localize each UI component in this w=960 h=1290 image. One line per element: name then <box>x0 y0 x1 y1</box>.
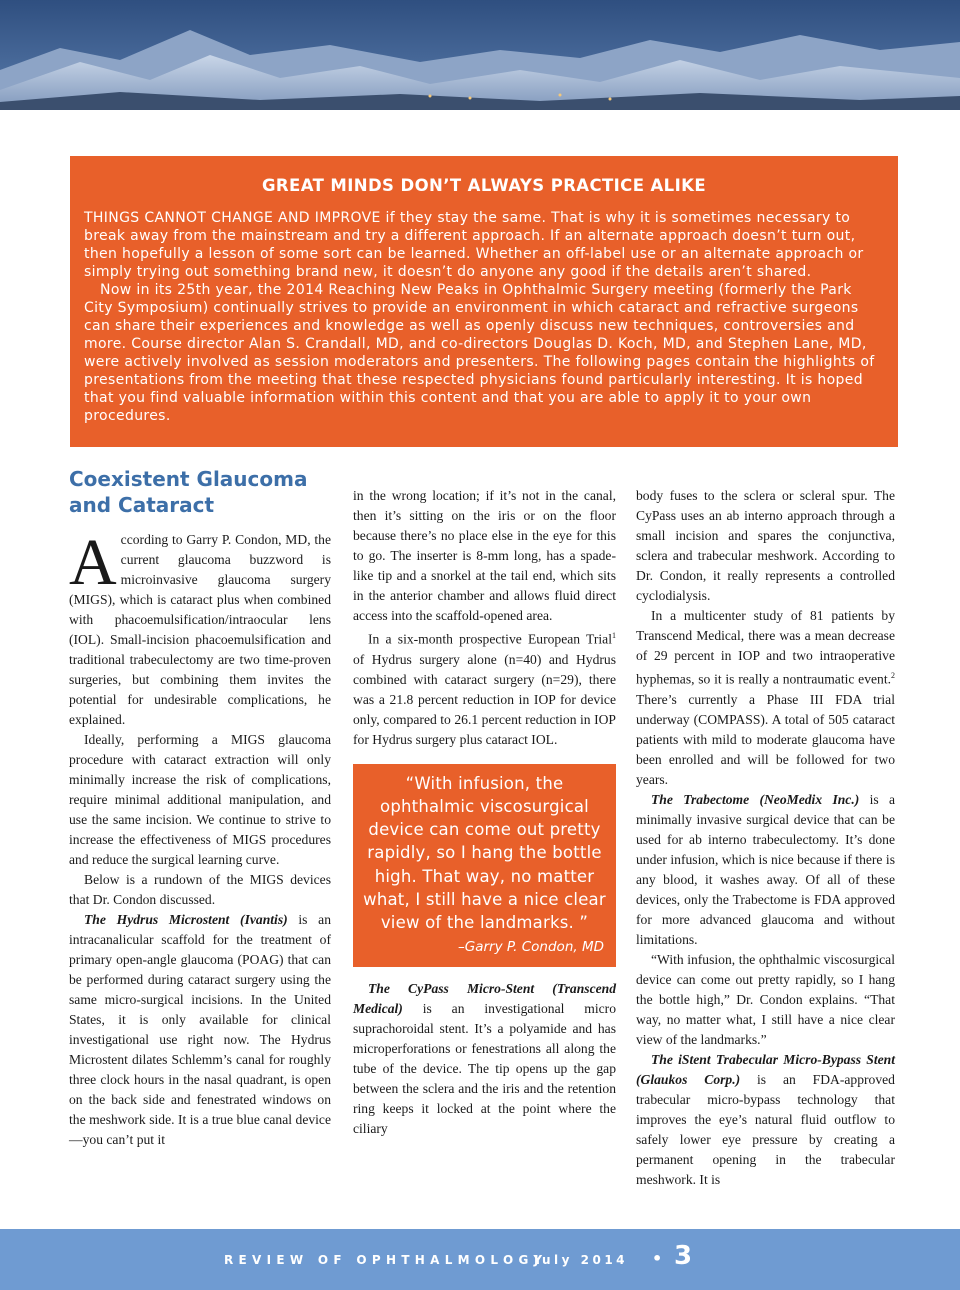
issue-date: July 2014 <box>534 1253 629 1267</box>
pull-quote-attribution: –Garry P. Condon, MD <box>458 938 604 955</box>
page-number: 3 <box>674 1241 693 1271</box>
device-name: The CyPass Micro-Stent (Transcend Medical) <box>353 980 616 1016</box>
paragraph-text: of Hydrus surgery alone (n=40) and Hydrus combined with cataract surgery (n=29), there was a 21.8 percent reduction in IOP for device only, compared to 26.1 percent reduction in IOP for Hydrus surgery plus cataract IOL. <box>353 651 616 747</box>
footnote-ref: 2 <box>891 671 895 680</box>
column-3-paragraph-3 <box>636 790 895 950</box>
paragraph-text: is an investigational micro suprachoroidal stent. It’s a polyamide and has microperforations or fenestrations all along the tube of the device. The tip opens up the gap between the sclera and the iris and the retention ring keeps it locked at the point where the ciliary <box>353 1000 616 1136</box>
pull-quote <box>353 764 616 967</box>
paragraph-text: There’s currently a Phase III FDA trial underway (COMPASS). A total of 505 cataract patients with mild to moderate glaucoma have been enrolled and will be followed for two years. <box>636 691 895 787</box>
intro-callout-box <box>70 156 898 447</box>
mountain-landscape-icon <box>0 0 960 110</box>
article-column-1 <box>69 466 331 1150</box>
footnote-ref: 1 <box>612 631 616 640</box>
column-1-paragraph-2: Ideally, performing a MIGS glaucoma procedure with cataract extraction will only minimally increase the risk of complications, require minimal additional manipulation, and use the same incision. We continue to strive to increase the effectiveness of MIGS procedures and reduce the surgical learning curve. <box>69 732 331 867</box>
column-2-paragraph-1: in the wrong location; if it’s not in the canal, then it’s sitting on the iris or on the floor because there’s no place else in the eye for this to go. The inserter is 8-mm long, has a spade-like tip and a snorkel at the tail end, which sits in the anterior chamber and allows fluid direct access into the scaffold-opened area. <box>353 488 616 623</box>
device-name: The iStent Trabecular Micro-Bypass Stent (Glaukos Corp.) <box>636 1051 895 1087</box>
device-name: The Trabectome (NeoMedix Inc.) <box>651 791 860 807</box>
callout-paragraph-2: Now in its 25th year, the 2014 Reaching New Peaks in Ophthalmic Surgery meeting (formerly the Park City Symposium) continually strives to provide an environment in which cataract and refractive surgeons can share their experiences and knowledge as well as openly discuss new techniques, controversies and more. Course director Alan S. Crandall, MD, and co-directors Douglas D. Koch, MD, and Stephen Lane, MD, were actively involved as session moderators and presenters. The following pages contain the highlights of presentations from the meeting that these respected physicians found particularly interesting. It is hoped that you find valuable information within this content and that you are able to apply it to your own procedures. <box>84 282 875 424</box>
paragraph-text: is an intracanalicular scaffold for the treatment of primary open-angle glaucoma (POAG) that can be performed during cataract surgery using the same micro-surgical incisions. In the United States, it is only available for clinical investigational use right now. The Hydrus Microstent dilates Schlemm’s canal for roughly three clock hours in the nasal quadrant, is open on the back side and fenestrated windows on the meshwork side. It is a true blue canal device—you can’t put it <box>69 912 331 1147</box>
pull-quote-text: “With infusion, the ophthalmic viscosurgical device can come out pretty rapidly, so I hang the bottle high. That way, no matter what, I still have a nice clear view of the landmarks. ” <box>363 773 606 933</box>
column-1-paragraph-1 <box>69 526 331 730</box>
column-2-paragraph-3 <box>353 979 616 1139</box>
column-2-paragraph-2 <box>353 626 616 750</box>
device-name: The Hydrus Microstent (Ivantis) <box>84 912 288 927</box>
publication-name: REVIEW OF OPHTHALMOLOGY <box>224 1253 548 1267</box>
header-banner-image <box>0 0 960 110</box>
article-column-3 <box>636 486 895 1190</box>
article-heading-line-1: Coexistent Glaucoma <box>69 467 308 491</box>
callout-title: GREAT MINDS DON’T ALWAYS PRACTICE ALIKE <box>261 176 706 195</box>
column-3-paragraph-2 <box>636 606 895 790</box>
paragraph-text: In a multicenter study of 81 patients by Transcend Medical, there was a mean decrease of 29 percent in IOP and two intraoperative hyphemas, so it is really a nontraumatic event. <box>636 608 895 687</box>
article-column-2 <box>353 486 616 1139</box>
page-footer <box>0 1229 960 1290</box>
column-3-paragraph-4: “With infusion, the ophthalmic viscosurgical device can come out pretty rapidly, so I hang the bottle high,” Dr. Condon explains. “That way, no matter what, I still have a nice clear view of the landmarks.” <box>636 951 895 1047</box>
footer-separator: • <box>652 1249 663 1268</box>
paragraph-text: is an FDA-approved trabecular micro-bypass technology that improves the eye’s natural fluid outflow to safely lower eye pressure by creating a permanent opening in the trabecular meshwork. It is <box>636 1071 895 1187</box>
article-heading-line-2: and Cataract <box>69 493 215 517</box>
column-1-paragraph-4 <box>69 910 331 1150</box>
paragraph-text: ccording to Garry P. Condon, MD, the current glaucoma buzzword is microinvasive glaucoma surgery (MIGS), which is cataract plus when combined with phacoemulsification/intraocular lens (IOL). Small-incision phacoemulsification and traditional trabeculectomy are two time-proven surgeries, but combining them invites the potential for undesirable complications, he explained. <box>69 532 331 727</box>
paragraph-text: is a minimally invasive surgical device that can be used for ab interno trabeculectomy. It’s done under infusion, which is nice because if there is any blood, it washes away. Of all of these devices, only the Trabectome is FDA approved for more advanced glaucoma and without limitations. <box>636 791 896 947</box>
paragraph-text: In a six-month prospective European Trial <box>368 631 612 647</box>
drop-cap: A <box>69 526 117 599</box>
callout-paragraph-1: THINGS CANNOT CHANGE AND IMPROVE if they stay the same. That is why it is sometimes necessary to break away from the mainstream and try a different approach. If an alternate approach doesn’t turn out, then hopefully a lesson of some sort can be learned. Whether an off-label use or an alternate approach or simply trying out something brand new, it doesn’t do anyone any good if the details aren’t shared. <box>84 210 864 280</box>
column-3-paragraph-5 <box>636 1050 895 1190</box>
column-3-paragraph-1: body fuses to the sclera or scleral spur. The CyPass uses an ab interno approach through a small incision and spares the conjunctiva, sclera and trabecular meshwork. According to Dr. Condon, it really represents a controlled cyclodialysis. <box>636 488 895 603</box>
column-1-paragraph-3: Below is a rundown of the MIGS devices that Dr. Condon discussed. <box>69 872 331 907</box>
article-heading <box>69 466 331 518</box>
